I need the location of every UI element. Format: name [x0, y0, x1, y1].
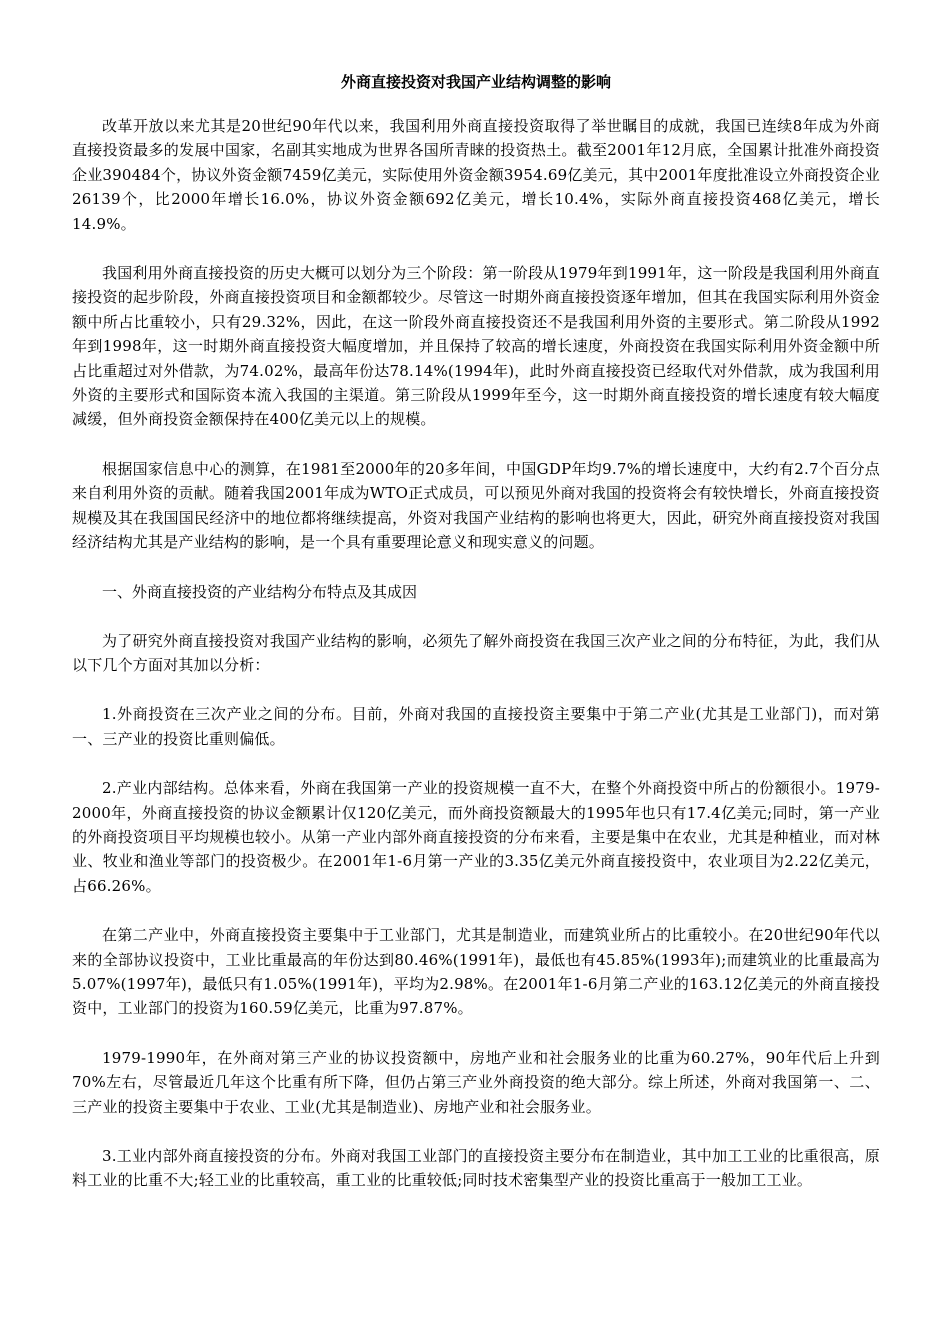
paragraph-tertiary-industry: 1979-1990年，在外商对第三产业的协议投资额中，房地产业和社会服务业的比重为60.27%，90年代后上升到70%左右，尽管最近几年这个比重有所下降，但仍占第三产业外商投资的绝大部分。综上所述，外商对我国第一、二、三产业的投资主要集中于农业、工业(尤其是制造业)、房地产业和社会服务业。: [72, 1048, 880, 1116]
paragraph-point-2: 2.产业内部结构。总体来看，外商在我国第一产业的投资规模一直不大，在整个外商投资中所占的份额很小。1979-2000年，外商直接投资的协议金额累计仅120亿美元，而外商投资额最大的1995年也只有17.4亿美元;同时，第一产业的外商投资项目平均规模也较小。从第一产业内部外商直接投资的分布来看，主要是集中在农业，尤其是种植业，而对林业、牧业和渔业等部门的投资极少。在2001年1-6月第一产业的3.35亿美元外商直接投资中，农业项目为2.22亿美元，占66.26%。: [72, 779, 880, 895]
paragraph-point-1: 1.外商投资在三次产业之间的分布。目前，外商对我国的直接投资主要集中于第二产业(尤其是工业部门)，而对第一、三产业的投资比重则偏低。: [72, 705, 880, 748]
document-page: [72, 70, 880, 1218]
paragraph-intro: 改革开放以来尤其是20世纪90年代以来，我国利用外商直接投资取得了举世瞩目的成就，我国已连续8年成为外商直接投资最多的发展中国家，名副其实地成为世界各国所青睐的投资热土。截至2001年12月底，全国累计批准外商投资企业390484个，协议外资金额7459亿美元，实际使用外资金额3954.69亿美元，其中2001年度批准设立外商投资企业26139个，比2000年增长16.0%，协议外资金额692亿美元，增长10.4%，实际外商直接投资468亿美元，增长14.9%。: [72, 117, 880, 233]
paragraph-analysis-intro: 为了研究外商直接投资对我国产业结构的影响，必须先了解外商投资在我国三次产业之间的分布特征，为此，我们从以下几个方面对其加以分析：: [72, 631, 880, 674]
section-heading: 一、外商直接投资的产业结构分布特点及其成因: [102, 582, 418, 601]
paragraph-gdp-contribution: 根据国家信息中心的测算，在1981至2000年的20多年间，中国GDP年均9.7%的增长速度中，大约有2.7个百分点来自利用外资的贡献。随着我国2001年成为WTO正式成员，可以预见外商对我国的投资将会有较快增长，外商直接投资规模及其在我国国民经济中的地位都将继续提高，外资对我国产业结构的影响也将更大，因此，研究外商直接投资对我国经济结构尤其是产业结构的影响，是一个具有重要理论意义和现实意义的问题。: [72, 459, 880, 552]
paragraph-history-stages: 我国利用外商直接投资的历史大概可以划分为三个阶段：第一阶段从1979年到1991年，这一阶段是我国利用外商直接投资的起步阶段，外商直接投资项目和金额都较少。尽管这一时期外商直接投资逐年增加，但其在我国实际利用外资金额中所占比重较小，只有29.32%，因此，在这一阶段外商直接投资还不是我国利用外资的主要形式。第二阶段从1992年到1998年，这一时期外商直接投资大幅度增加，并且保持了较高的增长速度，外商投资在我国实际利用外资金额中所占比重超过对外借款，为74.02%，最高年份达78.14%(1994年)，此时外商直接投资已经取代对外借款，成为我国利用外资的主要形式和国际资本流入我国的主渠道。第三阶段从1999年至今，这一时期外商直接投资的增长速度有较大幅度减缓，但外商投资金额保持在400亿美元以上的规模。: [72, 264, 880, 429]
paragraph-point-3: 3.工业内部外商直接投资的分布。外商对我国工业部门的直接投资主要分布在制造业，其中加工工业的比重很高，原料工业的比重不大;轻工业的比重较高，重工业的比重较低;同时技术密集型产业的投资比重高于一般加工工业。: [72, 1147, 880, 1190]
paragraph-secondary-industry: 在第二产业中，外商直接投资主要集中于工业部门，尤其是制造业，而建筑业所占的比重较小。在20世纪90年代以来的全部协议投资中，工业比重最高的年份达到80.46%(1991年)，最低也有45.85%(1993年);而建筑业的比重最高为5.07%(1997年)，最低只有1.05%(1991年)，平均为2.98%。在2001年1-6月第二产业的163.12亿美元的外商直接投资中，工业部门的投资为160.59亿美元，比重为97.87%。: [72, 926, 880, 1018]
document-title: 外商直接投资对我国产业结构调整的影响: [340, 73, 611, 91]
